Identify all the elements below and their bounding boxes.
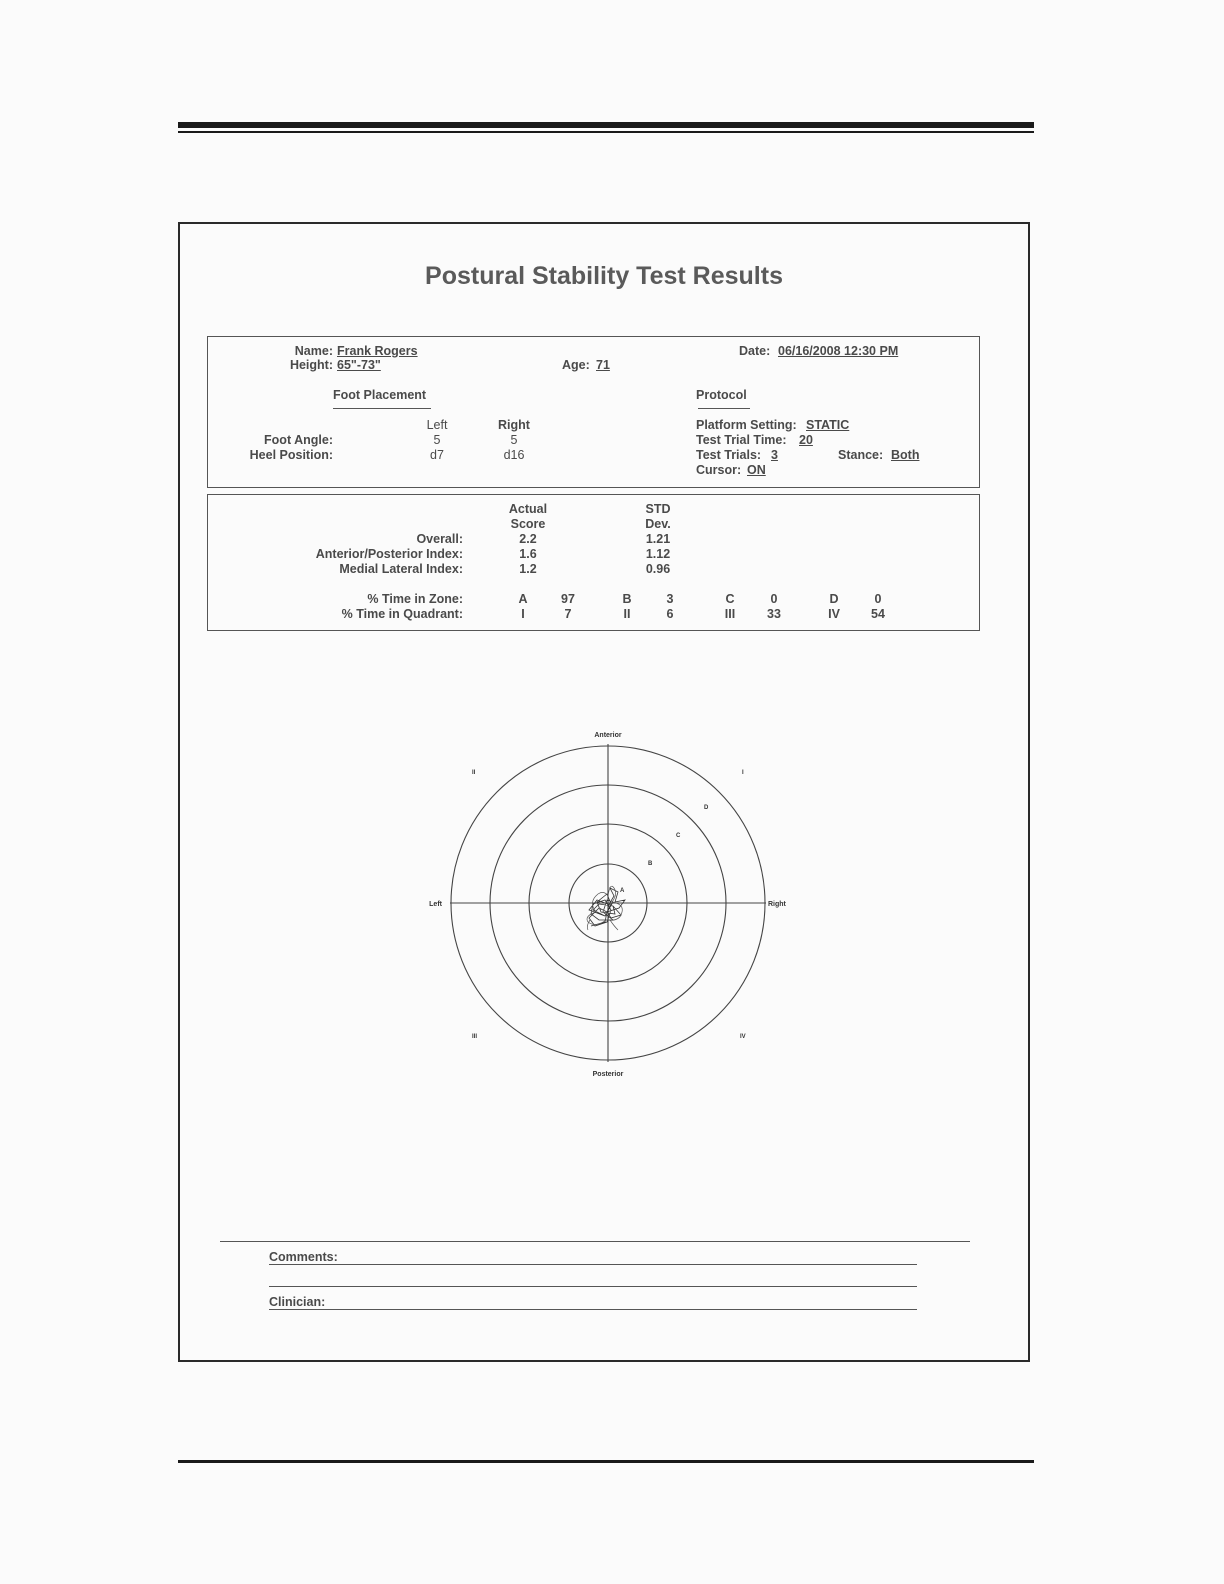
- label-zone-a: A: [620, 888, 625, 894]
- quadrant-value: 54: [871, 607, 885, 621]
- zone-name: C: [725, 592, 735, 606]
- label-quadrant-i: I: [742, 770, 744, 776]
- score-row-std: 1.12: [645, 547, 671, 561]
- score-row-score: 1.6: [519, 547, 537, 561]
- std-header-2: Dev.: [645, 517, 671, 531]
- score-row-label: Anterior/Posterior Index:: [315, 547, 463, 561]
- quadrant-value: 33: [767, 607, 781, 621]
- score-row-label: Medial Lateral Index:: [339, 562, 463, 576]
- header-rule-thin: [178, 131, 1034, 133]
- stance-value: Both: [891, 448, 920, 462]
- foot-angle-label: Foot Angle:: [264, 433, 333, 447]
- test-trials-label: Test Trials:: [696, 448, 762, 462]
- quadrant-value: 6: [666, 607, 674, 621]
- zone-value: 0: [874, 592, 882, 606]
- score-row-score: 1.2: [519, 562, 537, 576]
- label-zone-b: B: [648, 861, 653, 867]
- patient-info-box: [207, 336, 980, 488]
- protocol-heading: Protocol: [696, 388, 747, 402]
- label-left: Left: [429, 901, 442, 908]
- score-row-std: 1.21: [645, 532, 671, 546]
- name-label: Name:: [294, 344, 333, 358]
- stance-label: Stance:: [838, 448, 884, 462]
- comments-line-1: [269, 1264, 917, 1265]
- label-right: Right: [768, 901, 786, 908]
- score-row-std: 0.96: [645, 562, 671, 576]
- protocol-underline: [698, 408, 750, 409]
- label-quadrant-iv: IV: [740, 1034, 746, 1040]
- score-row-score: 2.2: [519, 532, 537, 546]
- test-trials-value: 3: [771, 448, 778, 462]
- actual-header-2: Score: [510, 517, 546, 531]
- clinician-label: Clinician:: [269, 1295, 326, 1309]
- zone-name: A: [518, 592, 528, 606]
- patient-name: Frank Rogers: [337, 344, 418, 358]
- cursor-label: Cursor:: [696, 463, 742, 477]
- label-quadrant-ii: II: [472, 770, 476, 776]
- test-date: 06/16/2008 12:30 PM: [778, 344, 899, 358]
- col-right-header: Right: [498, 418, 530, 432]
- time-in-quadrant-label: % Time in Quadrant:: [341, 607, 463, 621]
- heel-position-left: d7: [430, 448, 444, 462]
- zone-value: 0: [770, 592, 778, 606]
- zone-name: B: [622, 592, 632, 606]
- quadrant-name: III: [724, 607, 736, 621]
- height-label: Height:: [289, 358, 333, 372]
- zone-name: D: [829, 592, 839, 606]
- age-label: Age:: [562, 358, 590, 372]
- label-anterior: Anterior: [594, 732, 622, 739]
- header-rule-thick: [178, 122, 1034, 128]
- foot-angle-right: 5: [510, 433, 518, 447]
- footer-rule: [178, 1460, 1034, 1463]
- comments-label: Comments:: [269, 1250, 338, 1264]
- foot-placement-underline: [333, 408, 431, 409]
- heel-position-label: Heel Position:: [249, 448, 333, 462]
- date-label: Date:: [739, 344, 771, 358]
- comments-line-2: [269, 1286, 917, 1287]
- zone-value: 97: [561, 592, 575, 606]
- trial-time-label: Test Trial Time:: [696, 433, 787, 447]
- col-left-header: Left: [426, 418, 448, 432]
- label-quadrant-iii: III: [472, 1034, 478, 1040]
- quadrant-name: II: [623, 607, 631, 621]
- label-posterior: Posterior: [592, 1071, 624, 1078]
- trial-time-value: 20: [799, 433, 813, 447]
- foot-placement-heading: Foot Placement: [333, 388, 427, 402]
- label-zone-d: D: [704, 805, 709, 811]
- clinician-line: [269, 1309, 917, 1310]
- quadrant-value: 7: [564, 607, 572, 621]
- time-in-zone-label: % Time in Zone:: [367, 592, 463, 606]
- footer-divider: [220, 1241, 970, 1242]
- zone-value: 3: [666, 592, 674, 606]
- scores-box: [207, 494, 980, 631]
- score-row-label: Overall:: [416, 532, 463, 546]
- std-header-1: STD: [645, 502, 671, 516]
- patient-height: 65"-73": [337, 358, 381, 372]
- label-zone-c: C: [676, 833, 681, 839]
- actual-header-1: Actual: [508, 502, 548, 516]
- heel-position-right: d16: [503, 448, 525, 462]
- stability-target-plot: [420, 724, 800, 1084]
- report-title: Postural Stability Test Results: [425, 262, 783, 290]
- patient-age: 71: [596, 358, 610, 372]
- report-frame: [178, 222, 1030, 1362]
- platform-setting-value: STATIC: [806, 418, 850, 432]
- quadrant-name: IV: [828, 607, 840, 621]
- quadrant-name: I: [521, 607, 525, 621]
- cursor-value: ON: [747, 463, 766, 477]
- platform-setting-label: Platform Setting:: [696, 418, 797, 432]
- foot-angle-left: 5: [433, 433, 441, 447]
